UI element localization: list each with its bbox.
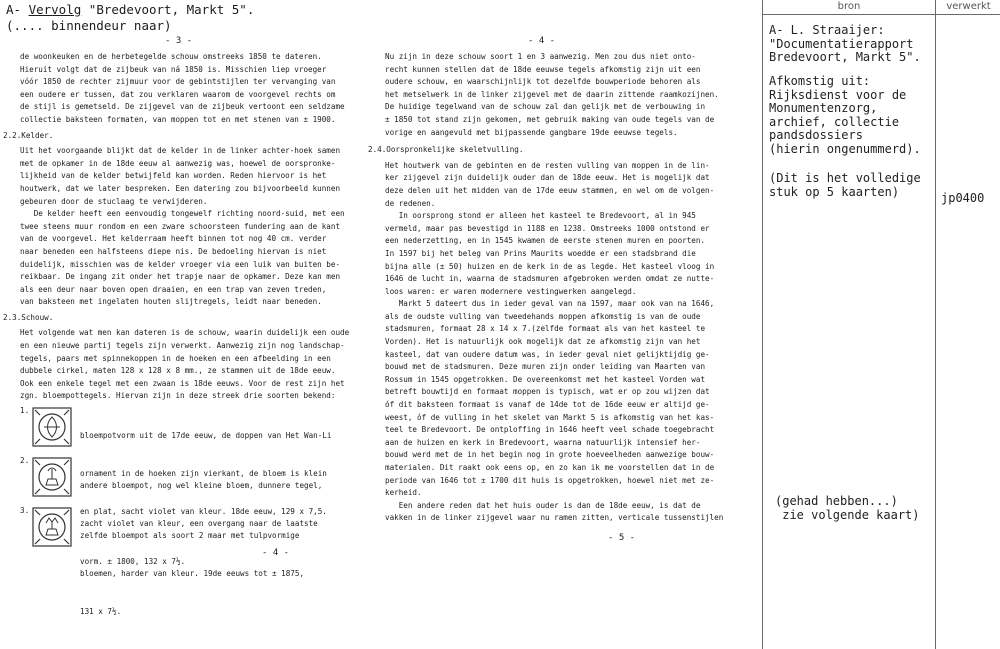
text-line: lijkheid van de kelder betwijfeld kan worden. Reden hiervoor is het <box>20 171 327 181</box>
text-line: 1646 de lucht in, waarna de stadsmuren afgebroken werden omdat ze nutte- <box>385 274 715 284</box>
text-line: Hieruit volgt dat de zijbeuk van ná 1850 is. Misschien liep vroeger <box>20 64 327 74</box>
page-number-4-top: - 4 - <box>528 36 556 46</box>
page-number-5: - 5 - <box>608 533 636 543</box>
text-line: Rossum in 1545 opgetrokken. De overeenkomst met het kasteel Vorden wat <box>385 374 706 384</box>
text-line: Markt 5 dateert dus in ieder geval van na 1597, maar ook van na 1646, <box>385 299 715 309</box>
catalog-sidebar <box>762 0 1000 649</box>
source-origin <box>769 75 921 156</box>
page-number-3: - 3 - <box>165 36 193 46</box>
text-line: A- L. Straaijer: <box>769 23 885 37</box>
text-line: stadsmuren, formaat 28 x 14 x 7.(zelfde formaat als van het kasteel te <box>385 324 706 334</box>
text-line: oudere schouw, en waarschijnlijk tot dezelfde bouwperiode behoren als <box>385 77 701 87</box>
section-heading-skeletvulling: 2.4.Oorspronkelijke skeletvulling. <box>368 145 524 155</box>
text-line: kasteel, dat van oudere datum was, in ieder geval niet gelijktijdig ge- <box>385 349 710 359</box>
column-header-verwerkt: verwerkt <box>946 1 991 12</box>
text-line: Een andere reden dat het huis ouder is dan de 18de eeuw, is dat de <box>385 500 701 510</box>
right-para-a <box>385 51 723 139</box>
left-para-a <box>20 51 349 127</box>
text-line: kerheid. <box>385 488 422 498</box>
column-divider <box>935 0 936 649</box>
text-line: en een nieuwe partij tegels zijn verwerkt. Aanwezig zijn nog landschap- <box>20 341 345 351</box>
text-line: gebeuren door de stuclaag te verwijderen. <box>20 196 208 206</box>
page-number-4-bottom: - 4 - <box>262 548 290 558</box>
text-line: dubbele cirkel, maten 128 x 128 x 8 mm., ze stammen uit de 18de eeuw. <box>20 366 336 376</box>
text-line: Het houtwerk van de gebinten en de resten vulling van moppen in de lin- <box>385 160 710 170</box>
header-title: "Bredevoort, Markt 5". <box>81 2 255 17</box>
text-line: zgn. bloempottegels. Hiervan zijn in deze streek drie soorten bekend: <box>20 391 336 401</box>
text-line: vóór 1850 de rechter zijmuur voor de gebintstijlen ter vervanging van <box>20 77 336 87</box>
header-subtitle: (.... binnendeur naar) <box>6 18 172 33</box>
right-column <box>368 51 724 525</box>
text-line: met de opkamer in de 18de eeuw al aanwezig was, hoewel de oorspronke- <box>20 158 336 168</box>
document-header <box>6 2 254 34</box>
text-line: en plat, sacht violet van kleur. 18de eeuw, 129 x 7,5. <box>80 506 327 516</box>
text-line: zie volgende kaart) <box>775 507 920 522</box>
text-line: Afkomstig uit: <box>769 74 871 88</box>
text-line: In 1597 bij het beleg van Prins Maurits woedde er een stadsbrand die <box>385 248 696 258</box>
text-line: Ook een enkele tegel met een zwaan is 18de eeuws. Voor de rest zijn het <box>20 378 345 388</box>
text-line: Monumentenzorg, <box>769 101 878 115</box>
text-line: het metselwerk in de linker zijgevel met de daarin zittende raamkozijnen. <box>385 89 719 99</box>
section-heading-schouw: 2.3.Schouw. <box>3 312 54 322</box>
text-line: een nederzetting, en in 1545 kwamen de eerste stenen muren en poorten. <box>385 236 706 246</box>
text-line: de redenen. <box>385 198 436 208</box>
text-line: Bredevoort, Markt 5". <box>769 50 921 64</box>
text-line: ornament in de hoeken zijn vierkant, de bloem is klein <box>80 469 327 478</box>
text-line: Rijksdienst voor de <box>769 87 907 102</box>
column-header-bron: bron <box>837 1 861 12</box>
text-line: "Documentatierapport <box>769 36 914 51</box>
text-line: De kelder heeft een eenvoudig tongewelf richting noord-suid, met een <box>20 209 345 219</box>
text-line: bouwd met de stadsmuren. Deze muren zijn onder leiding van Maarten van <box>385 362 706 372</box>
text-line: stuk op 5 kaarten) <box>769 184 900 199</box>
tile-number: 2. <box>20 456 30 466</box>
text-line: betreft bouwtijd en formaat moppen is typisch, wat er op zou wijzen dat <box>385 387 710 397</box>
text-line: zelfde bloempot als soort 2 maar met tulpvormige <box>80 531 300 541</box>
text-line: andere bloempot, nog wel kleine bloem, dunnere tegel, <box>80 481 323 491</box>
text-line: Het volgende wat men kan dateren is de schouw, waarin duidelijk een oude <box>20 328 350 338</box>
text-line: van de voorgevel. Het kelderraam heeft binnen tot nog 40 cm. verder <box>20 234 327 244</box>
right-para-b <box>385 160 723 525</box>
text-line: reikbaar. De ingang zit onder het trapje naar de opkamer. Deze kan men <box>20 272 341 282</box>
text-line: loos waren: er waren modernere vestingwerken aangelegd. <box>385 286 637 296</box>
text-line: Uit het voorgaande blijkt dat de kelder in de linker achter-hoek samen <box>20 146 341 156</box>
left-column <box>3 51 350 616</box>
text-line: als de oudste vulling van tweedehands moppen afkomstig is van de oude <box>385 311 701 321</box>
text-line: vakken in de linker zijgevel waar nu ramen zitten, verticale tussenstijlen <box>385 513 724 523</box>
text-line: In oorsprong stond er alleen het kasteel te Bredevoort, al in 945 <box>385 211 696 221</box>
text-line: recht kunnen stellen dat de 18de eeuwse tegels afkomstig zijn uit een <box>385 64 701 74</box>
text-line: (hierin ongenummerd). <box>769 141 921 156</box>
text-line: Vorden). Het is natuurlijk ook mogelijk dat ze afkomstig zijn van het <box>385 337 701 347</box>
text-line: teel te Bredevoort. De ontploffing in 1646 heeft veel schade toegebracht <box>385 425 715 435</box>
source-note <box>769 172 921 199</box>
text-line: de woonkeuken en de herbetegelde schouw omstreeks 1850 te dateren. <box>20 52 322 61</box>
header-link: Vervolg <box>28 2 82 17</box>
text-line: aan de huizen en kerk in Bredevoort, waarna natuurlijk intensief her- <box>385 437 701 447</box>
header-prefix: A- <box>6 2 29 17</box>
text-line: óf dit baksteen formaat is vanaf de 14de tot de 16de eeuw er altijd ge- <box>385 400 710 410</box>
text-line: ± 1850 tot stand zijn gekomen, met gebruik making van oude tegels van de <box>385 114 715 124</box>
text-line: (gehad hebben...) <box>775 494 898 508</box>
text-line: De huidige tegelwand van de schouw zal dan gelijk met de verbouwing in <box>385 102 706 112</box>
left-para-b <box>20 145 349 309</box>
text-line: archief, collectie <box>769 114 900 129</box>
tile-illustration-3 <box>32 507 72 547</box>
left-para-c <box>20 327 349 403</box>
tile-description <box>80 505 304 644</box>
text-line: vorm. ± 1800, 132 x 7½. <box>80 556 186 566</box>
text-line: bijna alle (± 50) huizen en de kerk in de as legde. Het kasteel vloog in <box>385 261 715 271</box>
text-line: twee steens muur rondom en een zware schoorsteen fundering aan de kant <box>20 221 341 231</box>
text-line: duidelijk, misschien was de kelder vroeger via een luik van buiten be- <box>20 259 341 269</box>
text-line: ker zijgevel zijn duidelijk ouder dan de 18de eeuw. Het is mogelijk dat <box>385 173 710 183</box>
text-line: (Dit is het volledige <box>769 171 921 185</box>
tile-number: 1. <box>20 406 30 416</box>
text-line: deze delen uit het midden van de 17de eeuw stammen, en wel om de volgen- <box>385 185 715 195</box>
text-line: tegels, paars met spinnekoppen in de hoeken en een afbeelding in een <box>20 353 331 363</box>
source-citation <box>769 24 921 65</box>
text-line: bouwd werd met de in het begin nog in grote hoeveelheden aanwezige bouw- <box>385 450 715 460</box>
section-heading-kelder: 2.2.Kelder. <box>3 130 54 140</box>
sidebar-header <box>763 0 1000 15</box>
text-line: weest, óf de vulling in het skelet van Markt 5 is afkomstig van het kas- <box>385 412 715 422</box>
tile-illustration-1 <box>32 407 72 447</box>
text-line: vorige en aangevuld met bijpassende gangbare 19de eeuwse tegels. <box>385 127 678 137</box>
text-line: periode van 1646 tot ± 1700 dit huis is opgetrokken, hoewel niet met ze- <box>385 475 715 485</box>
text-line: houtwerk, dat we later bespreken. Een datering zou bijvoorbeeld kunnen <box>20 183 341 193</box>
text-line: pandsdossiers <box>769 128 863 142</box>
text-line: bloempotvorm uit de 17de eeuw, de doppen van Het Wan-Li <box>80 431 332 441</box>
tile-illustration-2 <box>32 457 72 497</box>
continuation-note <box>775 495 920 522</box>
text-line: zacht violet van kleur, een overgang naar de laatste <box>80 519 318 528</box>
text-line: een oudere er tussen, dat zou verklaren waarom de voorgevel rechts om <box>20 89 336 99</box>
text-line: als een deur naar boven open draaien, en een trap van zeven treden, <box>20 284 327 294</box>
text-line: Nu zijn in deze schouw soort 1 en 3 aanwezig. Men zou dus niet onto- <box>385 52 696 61</box>
text-line: bloemen, harder van kleur. 19de eeuws tot ± 1875, <box>80 569 305 578</box>
processed-code: jp0400 <box>941 191 985 205</box>
text-line: van baksteen met ingelaten houten slijtregels, leidt naar beneden. <box>20 297 322 307</box>
text-line: naar beneden een halfsteens diepe nis. De bedoeling hiervan is niet <box>20 246 327 256</box>
text-line: vermeld, maar pas bevestigd in 1188 en 1238. Omstreeks 1000 ontstond er <box>385 223 710 233</box>
text-line: de stijl is gemetseld. De zijgevel van de zijbeuk vertoont een seldzame <box>20 102 345 112</box>
tile-number: 3. <box>20 506 30 516</box>
text-line: collectie baksteen formaten, van moppen tot en met stenen van ± 1900. <box>20 114 336 124</box>
text-line: materialen. Dit raakt ook eens op, en zo kan ik me voorstellen dat in de <box>385 463 715 472</box>
text-line: 131 x 7½. <box>80 606 122 616</box>
